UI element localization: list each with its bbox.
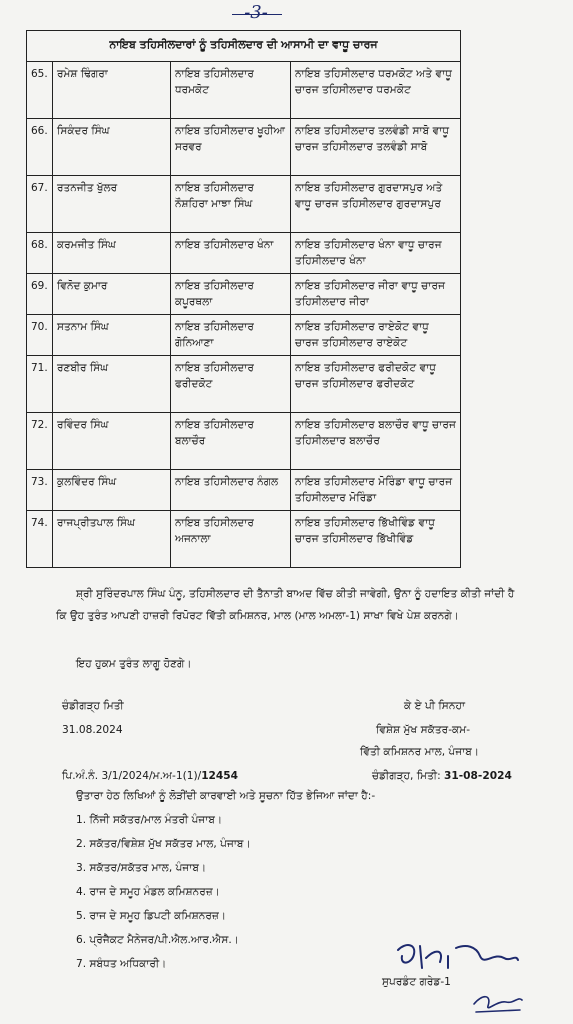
additional-charge: ਨਾਇਬ ਤਹਿਸੀਲਦਾਰ ਗੁਰਦਾਸਪੁਰ ਅਤੇ ਵਾਧੂ ਚਾਰਜ ਤਹਿਸੀਲਦਾਰ ਗੁਰਦਾਸਪੁਰ xyxy=(291,176,461,233)
present-post: ਨਾਇਬ ਤਹਿਸੀਲਦਾਰ ਅਜਨਾਲਾ xyxy=(171,511,291,568)
serial-number: 74. xyxy=(27,511,53,568)
table-row xyxy=(27,62,461,119)
distribution-list xyxy=(76,808,251,976)
endorsement-prefix: ਪਿ.ਅੰ.ਨੰ. 3/1/2024/ਮ.ਅ-1(1)/ xyxy=(62,770,202,782)
additional-charge: ਨਾਇਬ ਤਹਿਸੀਲਦਾਰ ਭਿੱਖੀਵਿੰਡ ਵਾਧੂ ਚਾਰਜ ਤਹਿਸੀਲਦਾਰ ਭਿੱਖੀਵਿੰਡ xyxy=(291,511,461,568)
additional-charge: ਨਾਇਬ ਤਹਿਸੀਲਦਾਰ ਤਲਵੰਡੀ ਸਾਬੋ ਵਾਧੂ ਚਾਰਜ ਤਹਿਸੀਲਦਾਰ ਤਲਵੰਡੀ ਸਾਬੋ xyxy=(291,119,461,176)
serial-number: 68. xyxy=(27,233,53,274)
present-post: ਨਾਇਬ ਤਹਿਸੀਲਦਾਰ ਖੂਹੀਆ ਸਰਵਰ xyxy=(171,119,291,176)
officer-name: ਵਿਨੋਦ ਕੁਮਾਰ xyxy=(53,274,171,315)
present-post: ਨਾਇਬ ਤਹਿਸੀਲਦਾਰ ਗੋਨਿਆਣਾ xyxy=(171,315,291,356)
endorsement-place: ਚੰਡੀਗੜ੍ਹ, ਮਿਤੀ: xyxy=(372,770,445,782)
table-row xyxy=(27,413,461,470)
joining-instruction-paragraph: ਸ਼੍ਰੀ ਸੁਰਿੰਦਰਪਾਲ ਸਿੰਘ ਪੰਨੂ, ਤਹਿਸੀਲਦਾਰ ਦੀ ਤੈਨਾਤੀ ਬਾਅਦ ਵਿੱਚ ਕੀਤੀ ਜਾਵੇਗੀ, ਉਨਾ ਨੂੰ ਹਦਾਇਤ ਕੀਤੀ ਜਾਂਦੀ ਹੈ ਕਿ ਉਹ ਤੁਰੰਤ ਆਪਣੀ ਹਾਜ਼ਰੀ ਰਿਪੋਰਟ ਵਿੱਤੀ ਕਮਿਸ਼ਨਰ, ਮਾਲ (ਮਾਲ ਅਮਲਾ-1) ਸਾਖਾ ਵਿਖੇ ਪੇਸ਼ ਕਰਨਗੇ। xyxy=(56,588,515,622)
signatory-designation-2: ਵਿੱਤੀ ਕਮਿਸ਼ਨਰ ਮਾਲ, ਪੰਜਾਬ। xyxy=(360,746,480,758)
order-date: 31.08.2024 xyxy=(62,724,123,736)
serial-number: 72. xyxy=(27,413,53,470)
table-heading: ਨਾਇਬ ਤਹਿਸੀਲਦਾਰਾਂ ਨੂੰ ਤਹਿਸੀਲਦਾਰ ਦੀ ਆਸਾਮੀ ਦਾ ਵਾਧੂ ਚਾਰਜ xyxy=(27,31,461,62)
additional-charge: ਨਾਇਬ ਤਹਿਸੀਲਦਾਰ ਫਰੀਦਕੋਟ ਵਾਧੂ ਚਾਰਜ ਤਹਿਸੀਲਦਾਰ ਫਰੀਦਕੋਟ xyxy=(291,356,461,413)
superintendent-label: ਸੁਪਰਡੰਟ ਗਰੇਡ-1 xyxy=(382,976,451,988)
additional-charge: ਨਾਇਬ ਤਹਿਸੀਲਦਾਰ ਮੋਰਿੰਡਾ ਵਾਧੂ ਚਾਰਜ ਤਹਿਸੀਲਦਾਰ ਮੋਰਿੰਡਾ xyxy=(291,470,461,511)
table-row xyxy=(27,176,461,233)
present-post: ਨਾਇਬ ਤਹਿਸੀਲਦਾਰ ਬਲਾਚੌਰ xyxy=(171,413,291,470)
table-row xyxy=(27,315,461,356)
immediate-effect-line: ਇਹ ਹੁਕਮ ਤੁਰੰਤ ਲਾਗੂ ਹੋਣਗੇ। xyxy=(76,658,192,670)
handwritten-signature xyxy=(392,938,522,980)
additional-charge: ਨਾਇਬ ਤਹਿਸੀਲਦਾਰ ਖੰਨਾ ਵਾਧੂ ਚਾਰਜ ਤਹਿਸੀਲਦਾਰ ਖੰਨਾ xyxy=(291,233,461,274)
endorsement-number xyxy=(62,770,238,783)
present-post: ਨਾਇਬ ਤਹਿਸੀਲਦਾਰ ਕਪੂਰਥਲਾ xyxy=(171,274,291,315)
list-item: 2. ਸਕੱਤਰ/ਵਿਸ਼ੇਸ਼ ਮੁੱਖ ਸਕੱਤਰ ਮਾਲ, ਪੰਜਾਬ। xyxy=(76,838,251,850)
serial-number: 70. xyxy=(27,315,53,356)
endorsement-date: 31-08-2024 xyxy=(444,770,512,782)
signatory-name: ਕੇ ਏ ਪੀ ਸਿਨਹਾ xyxy=(404,700,466,712)
serial-number: 73. xyxy=(27,470,53,511)
present-post: ਨਾਇਬ ਤਹਿਸੀਲਦਾਰ ਧਰਮਕੋਟ xyxy=(171,62,291,119)
page-number: -3- xyxy=(226,2,286,23)
officer-name: ਸਿਕੰਦਰ ਸਿੰਘ xyxy=(53,119,171,176)
serial-number: 71. xyxy=(27,356,53,413)
additional-charge: ਨਾਇਬ ਤਹਿਸੀਲਦਾਰ ਰਾਏਕੋਟ ਵਾਧੂ ਚਾਰਜ ਤਹਿਸੀਲਦਾਰ ਰਾਏਕੋਟ xyxy=(291,315,461,356)
present-post: ਨਾਇਬ ਤਹਿਸੀਲਦਾਰ ਫਰੀਦਕੋਟ xyxy=(171,356,291,413)
serial-number: 69. xyxy=(27,274,53,315)
table-row xyxy=(27,356,461,413)
serial-number: 66. xyxy=(27,119,53,176)
handwritten-initials xyxy=(470,988,526,1016)
officer-name: ਰਾਜਪ੍ਰੀਤਪਾਲ ਸਿੰਘ xyxy=(53,511,171,568)
signatory-designation-1: ਵਿਸ਼ੇਸ਼ ਮੁੱਖ ਸਕੱਤਰ-ਕਮ- xyxy=(376,724,471,736)
endorsement-serial: 12454 xyxy=(201,770,239,782)
list-item: 7. ਸਬੰਧਤ ਅਧਿਕਾਰੀ। xyxy=(76,958,167,970)
additional-charge: ਨਾਇਬ ਤਹਿਸੀਲਦਾਰ ਬਲਾਚੌਰ ਵਾਧੂ ਚਾਰਜ ਤਹਿਸੀਲਦਾਰ ਬਲਾਚੌਰ xyxy=(291,413,461,470)
place-date-label: ਚੰਡੀਗੜ੍ਹ ਮਿਤੀ xyxy=(62,700,124,712)
officer-name: ਰਮੇਸ਼ ਢਿੰਗਰਾ xyxy=(53,62,171,119)
serial-number: 65. xyxy=(27,62,53,119)
table-row xyxy=(27,233,461,274)
roster-table xyxy=(26,30,461,568)
list-item: 3. ਸਕੱਤਰ/ਸਕੱਤਰ ਮਾਲ, ਪੰਜਾਬ। xyxy=(76,862,207,874)
officer-name: ਕਰਮਜੀਤ ਸਿੰਘ xyxy=(53,233,171,274)
officer-name: ਰਣਬੀਰ ਸਿੰਘ xyxy=(53,356,171,413)
serial-number: 67. xyxy=(27,176,53,233)
additional-charge: ਨਾਇਬ ਤਹਿਸੀਲਦਾਰ ਜੀਰਾ ਵਾਧੂ ਚਾਰਜ ਤਹਿਸੀਲਦਾਰ ਜੀਰਾ xyxy=(291,274,461,315)
list-item: 4. ਰਾਜ ਦੇ ਸਮੂਹ ਮੰਡਲ ਕਮਿਸ਼ਨਰਜ਼। xyxy=(76,886,220,898)
officer-name: ਰਤਨਜੀਤ ਖੁੱਲਰ xyxy=(53,176,171,233)
present-post: ਨਾਇਬ ਤਹਿਸੀਲਦਾਰ ਖੰਨਾ xyxy=(171,233,291,274)
present-post: ਨਾਇਬ ਤਹਿਸੀਲਦਾਰ ਨੰਗਲ xyxy=(171,470,291,511)
list-item: 6. ਪ੍ਰੋਜੈਕਟ ਮੈਨੇਜਰ/ਪੀ.ਐਲ.ਆਰ.ਐਸ.। xyxy=(76,934,239,946)
table-row xyxy=(27,470,461,511)
officer-name: ਸਤਨਾਮ ਸਿੰਘ xyxy=(53,315,171,356)
copy-intro: ਉਤਾਰਾ ਹੇਠ ਲਿਖਿਆਂ ਨੂੰ ਲੋੜੀਂਦੀ ਕਾਰਵਾਈ ਅਤੇ ਸੂਚਨਾ ਹਿੱਤ ਭੇਜਿਆ ਜਾਂਦਾ ਹੈ:- xyxy=(76,790,376,802)
officer-name: ਕੁਲਵਿੰਦਰ ਸਿੰਘ xyxy=(53,470,171,511)
list-item: 1. ਨਿੱਜੀ ਸਕੱਤਰ/ਮਾਲ ਮੰਤਰੀ ਪੰਜਾਬ। xyxy=(76,814,223,826)
endorsement-place-date xyxy=(372,770,512,783)
table-row xyxy=(27,274,461,315)
officer-name: ਰਵਿੰਦਰ ਸਿੰਘ xyxy=(53,413,171,470)
additional-charge: ਨਾਇਬ ਤਹਿਸੀਲਦਾਰ ਧਰਮਕੋਟ ਅਤੇ ਵਾਧੂ ਚਾਰਜ ਤਹਿਸੀਲਦਾਰ ਧਰਮਕੋਟ xyxy=(291,62,461,119)
table-row xyxy=(27,511,461,568)
table-row xyxy=(27,119,461,176)
list-item: 5. ਰਾਜ ਦੇ ਸਮੂਹ ਡਿਪਟੀ ਕਮਿਸ਼ਨਰਜ਼। xyxy=(76,910,227,922)
present-post: ਨਾਇਬ ਤਹਿਸੀਲਦਾਰ ਨੌਸ਼ਹਿਰਾ ਮਾਝਾ ਸਿੰਘ xyxy=(171,176,291,233)
